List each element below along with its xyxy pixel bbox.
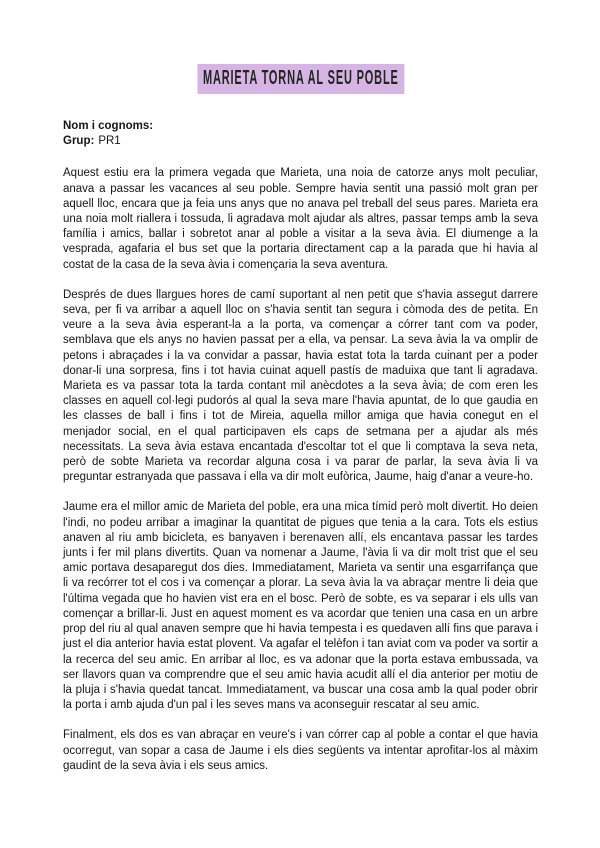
title-row bbox=[63, 64, 538, 94]
story-paragraph-2: Després de dues llargues hores de camí suportant al nen petit que s'havia assegut darrere seva, per fi va arribar a aquell lloc on s'havia sentit tan segura i còmoda des de petita. En veure a la seva àvia esperant-la a la porta, va començar a córrer tant com va poder, semblava que els anys no havien passat per a ella, va pensar. La seva àvia la va omplir de petons i abraçades i la va convidar a passar, havia estat tota la tarda cuinant per a poder donar-li una sorpresa, fins i tot havia cuinat aquell pastís de maduixa que tant li agradava. Marieta es va passar tota la tarda contant mil anècdotes a la seva àvia; de com eren les classes en aquell col·legi pudorós al qual la seva mare l'havia apuntat, de lo que gaudia en les classes de ball i fins i tot de Mireia, aquella millor amiga que havia conegut en el menjador social, en el qual participaven els caps de setmana per a ajudar als més necessitats. La seva àvia estava encantada d'escoltar tot el que li comptava la seva neta, però de sobte Marieta va recordar alguna cosa i va parar de parlar, la seva àvia li va preguntar estranyada que passava i ella va dir molt eufòrica, Jaume, haig d'anar a veure-ho. bbox=[63, 288, 538, 484]
group-value: PR1 bbox=[98, 135, 121, 148]
story-paragraph-3: Jaume era el millor amic de Marieta del poble, era una mica tímid però molt divertit. Ho deien l'indi, no podeu arribar a imaginar la quantitat de pigues que tenia a la cara. Tots els estius anaven al riu amb bicicleta, es banyaven i berenaven allí, els encantava passar les tardes junts i fer mil plans divertits. Quan va nomenar a Jaume, l'àvia li va dir molt trist que el seu amic portava desaparegut dos dies. Immediatament, Marieta va sentir una esgarrifança que li va recórrer tot el cos i va començar a plorar. La seva àvia la va abraçar mentre li deia que l'última vegada que ho havien vist era en el bosc. Però de sobte, es va separar i els ulls van començar a brillar-li. Just en aquest moment es va acordar que tenien una casa en un arbre prop del riu al qual anaven sempre que hi havia tempesta i es quedaven allí fins que parava i just el dia anterior havia estat plovent. Va agafar el telèfon i tan aviat com va poder va sortir a la recerca del seu amic. En arribar al lloc, es va adonar que la porta estava embussada, va ser llavors quan va comprendre que el seu amic havia acudit allí el dia anterior per motiu de la pluja i s'havia quedat tancat. Immediatament, va buscar una cosa amb la qual poder obrir la porta i amb ajuda d'un pal i les seves mans va aconseguir rescatar al seu amic. bbox=[63, 501, 538, 712]
story-body bbox=[63, 166, 538, 774]
group-label: Grup: bbox=[63, 135, 95, 148]
story-title: MARIETA TORNA AL SEU POBLE bbox=[197, 64, 404, 94]
story-paragraph-4: Finalment, els dos es van abraçar en veure's i van córrer cap al poble a contar el que havia ocorregut, van sopar a casa de Jaume i els dies següents va intentar aprofitar-los al màxim gaudint de la seva àvia i els seus amics. bbox=[63, 729, 538, 772]
group-line bbox=[63, 134, 538, 149]
header-meta bbox=[63, 119, 538, 149]
name-label: Nom i cognoms: bbox=[63, 120, 154, 132]
story-paragraph-1: Aquest estiu era la primera vegada que Marieta, una noia de catorze anys molt peculiar, anava a passar les vacances al seu poble. Sempre havia sentit una passió molt gran per aquell lloc, encara que ja feia uns anys que no anava pel treball del seus pares. Marieta era una noia molt riallera i tossuda, li agradava molt ajudar als altres, passar temps amb la seva família i amics, ballar i sobretot anar al poble a visitar a la seva àvia. El diumenge a la vesprada, agafaria el bus set que la portaria directament cap a la parada que hi havia al costat de la casa de la seva àvia i començaria la seva aventura. bbox=[63, 167, 538, 271]
